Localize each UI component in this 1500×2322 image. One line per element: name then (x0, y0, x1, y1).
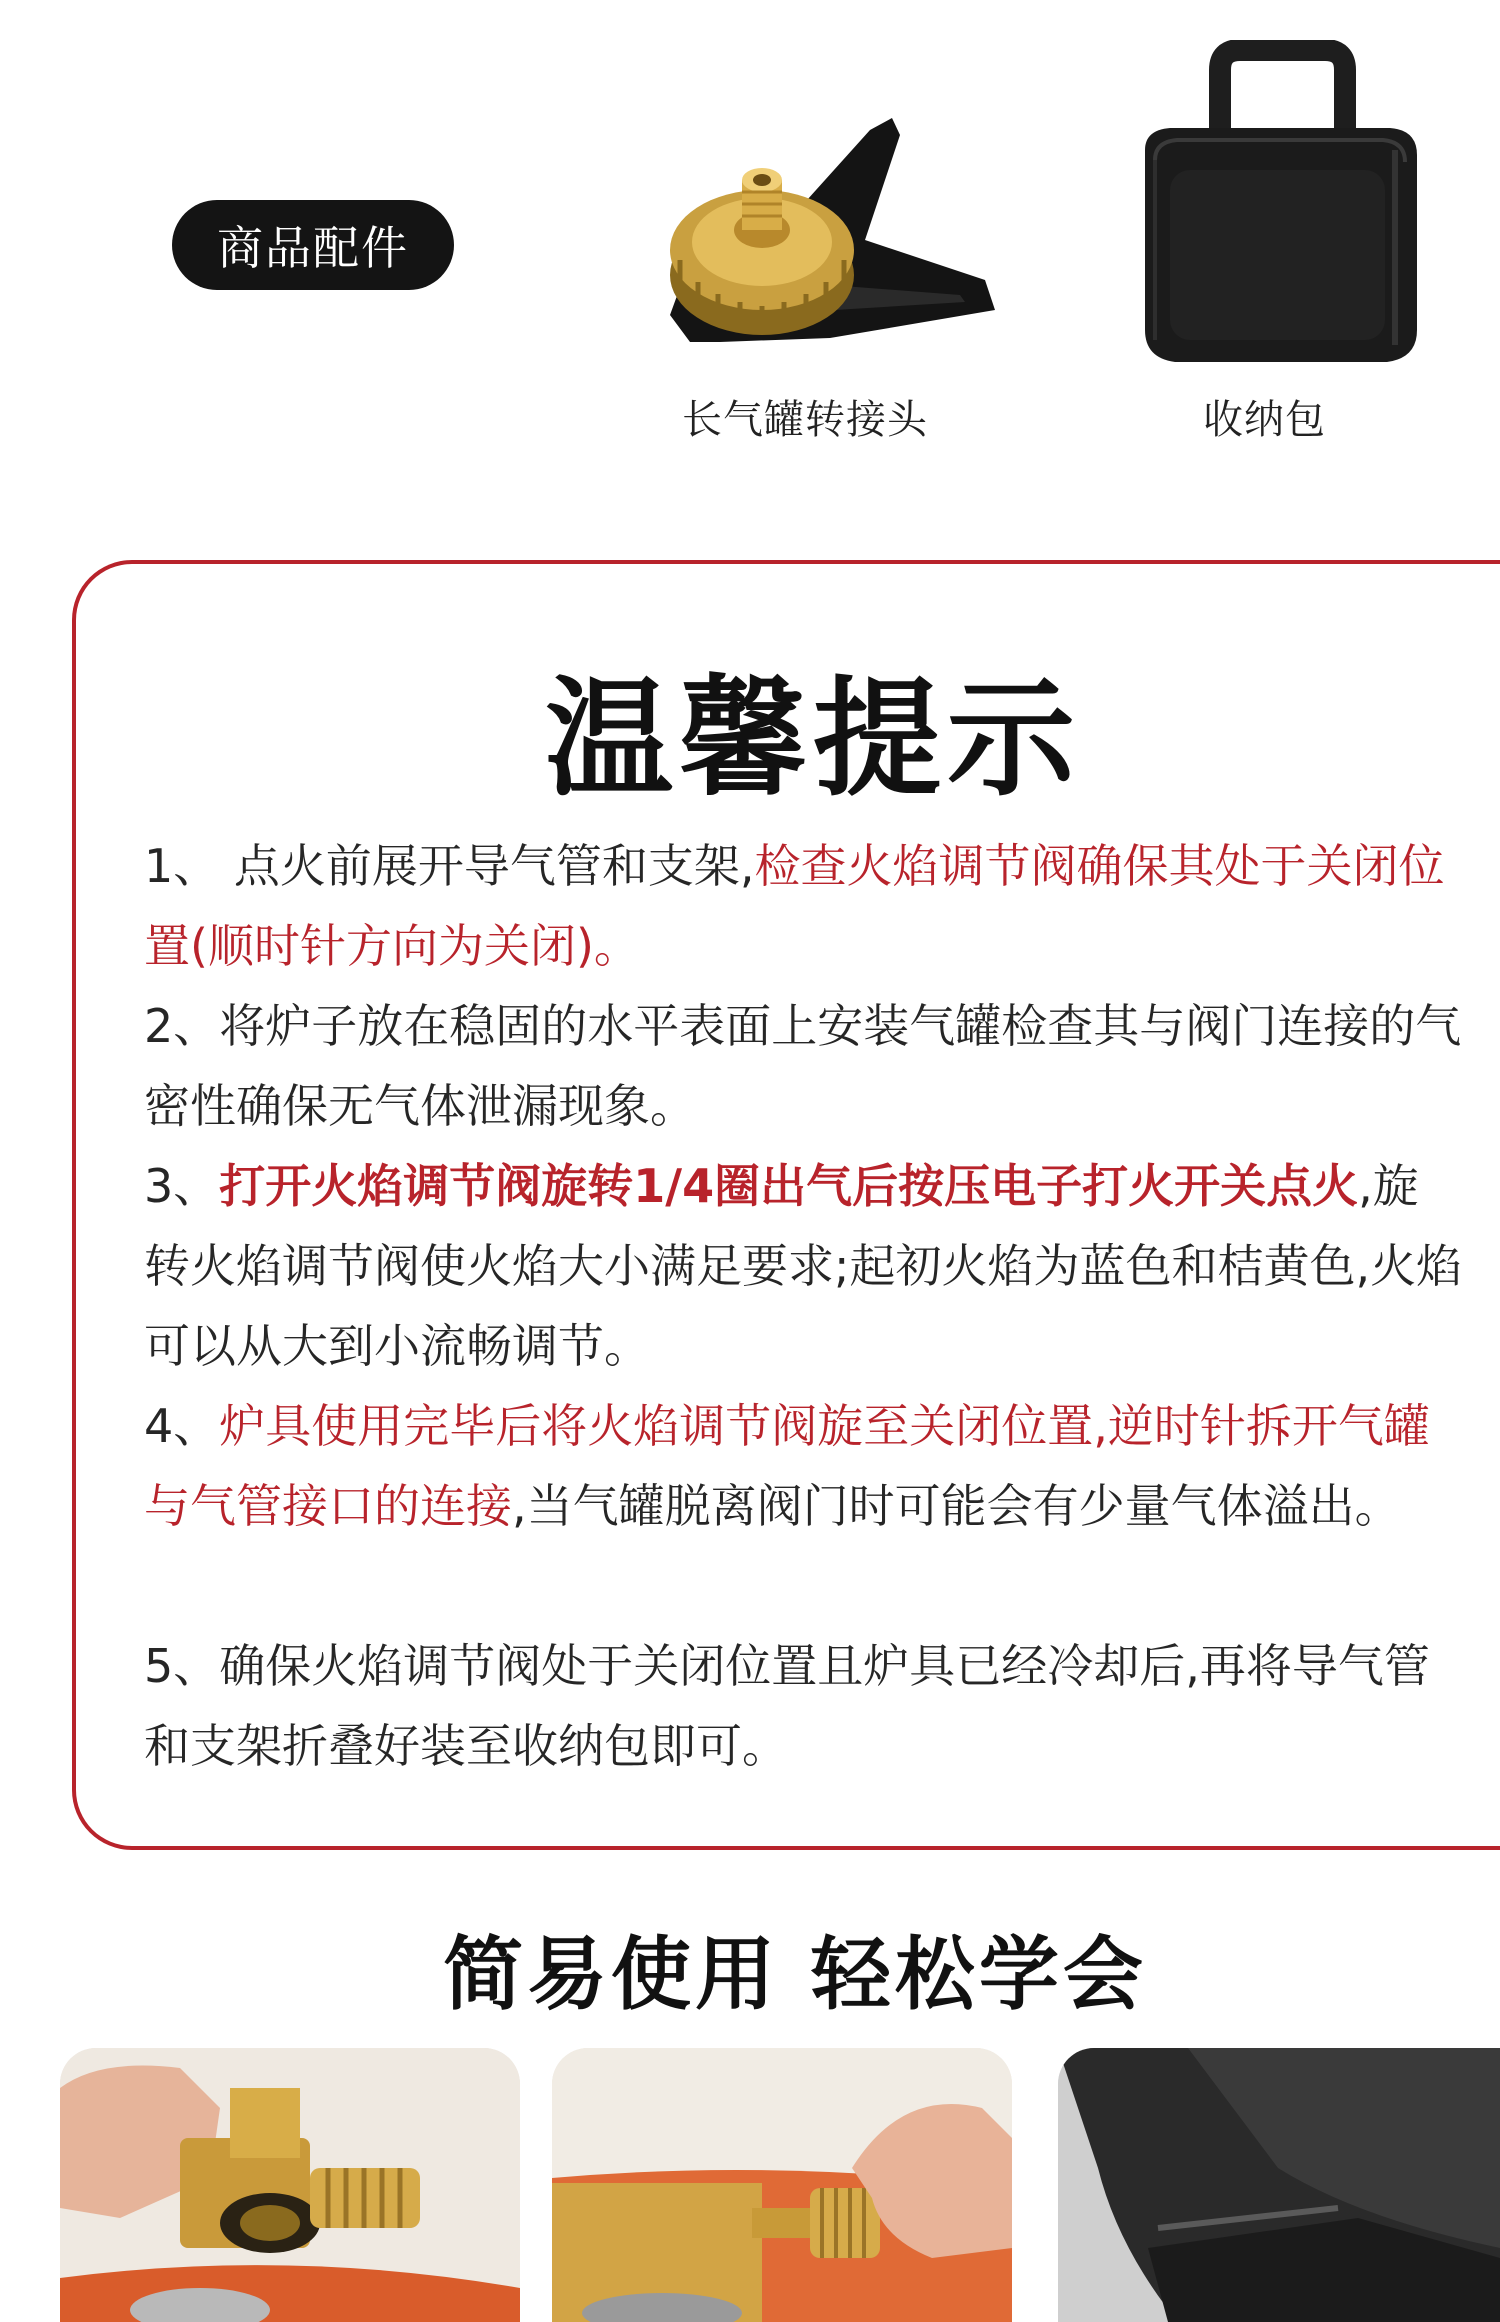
tip-item (144, 986, 1464, 1146)
tip-item (144, 826, 1464, 986)
tip-text: ,当气罐脱离阀门时可能会有少量气体溢出。 (512, 1479, 1401, 1533)
tip-item (144, 1626, 1464, 1786)
bag-photo (1058, 2048, 1500, 2322)
accessories-badge: 商品配件 (172, 200, 454, 290)
tip-highlight: 炉具使用完毕后将火焰调节阀旋至关闭位置,逆时针拆开气罐与气管接口的连接 (144, 1399, 1430, 1533)
tip-text: 2、将炉子放在稳固的水平表面上安装气罐检查其与阀门连接的气密性确保无气体泄漏现象。 (144, 999, 1462, 1133)
tip-text: 4、 (144, 1399, 220, 1453)
tips-title: 温馨提示 (544, 665, 1081, 814)
canister-connect-photo (552, 2048, 1012, 2322)
tip-highlight: 打开火焰调节阀旋转1/4圈出气后按压电子打火开关点火 (219, 1159, 1359, 1213)
tip-highlight: 检查火焰调节阀确保其处于关闭位置(顺时针方向为关闭)。 (144, 839, 1445, 973)
tip-text: 1、 点火前展开导气管和支架, (144, 839, 755, 893)
tip-item (144, 1386, 1464, 1546)
adapter-label: 长气罐转接头 (682, 397, 928, 443)
tip-text: ,旋转火焰调节阀使火焰大小满足要求;起初火焰为蓝色和桔黄色,火焰可以从大到小流畅调节。 (144, 1159, 1463, 1373)
tip-text: 3、 (144, 1159, 220, 1213)
tips-card (72, 560, 1500, 1850)
gas-canister-adapter-icon (630, 110, 1000, 360)
adapter-valve-photo (60, 2048, 520, 2322)
bag-label: 收纳包 (1203, 397, 1326, 443)
tip-text: 5、确保火焰调节阀处于关闭位置且炉具已经冷却后,再将导气管和支架折叠好装至收纳包即可。 (144, 1639, 1430, 1773)
storage-bag-icon (1125, 40, 1435, 370)
easy-use-title: 简易使用 轻松学会 (443, 1928, 1147, 2021)
tip-item (144, 1146, 1464, 1386)
